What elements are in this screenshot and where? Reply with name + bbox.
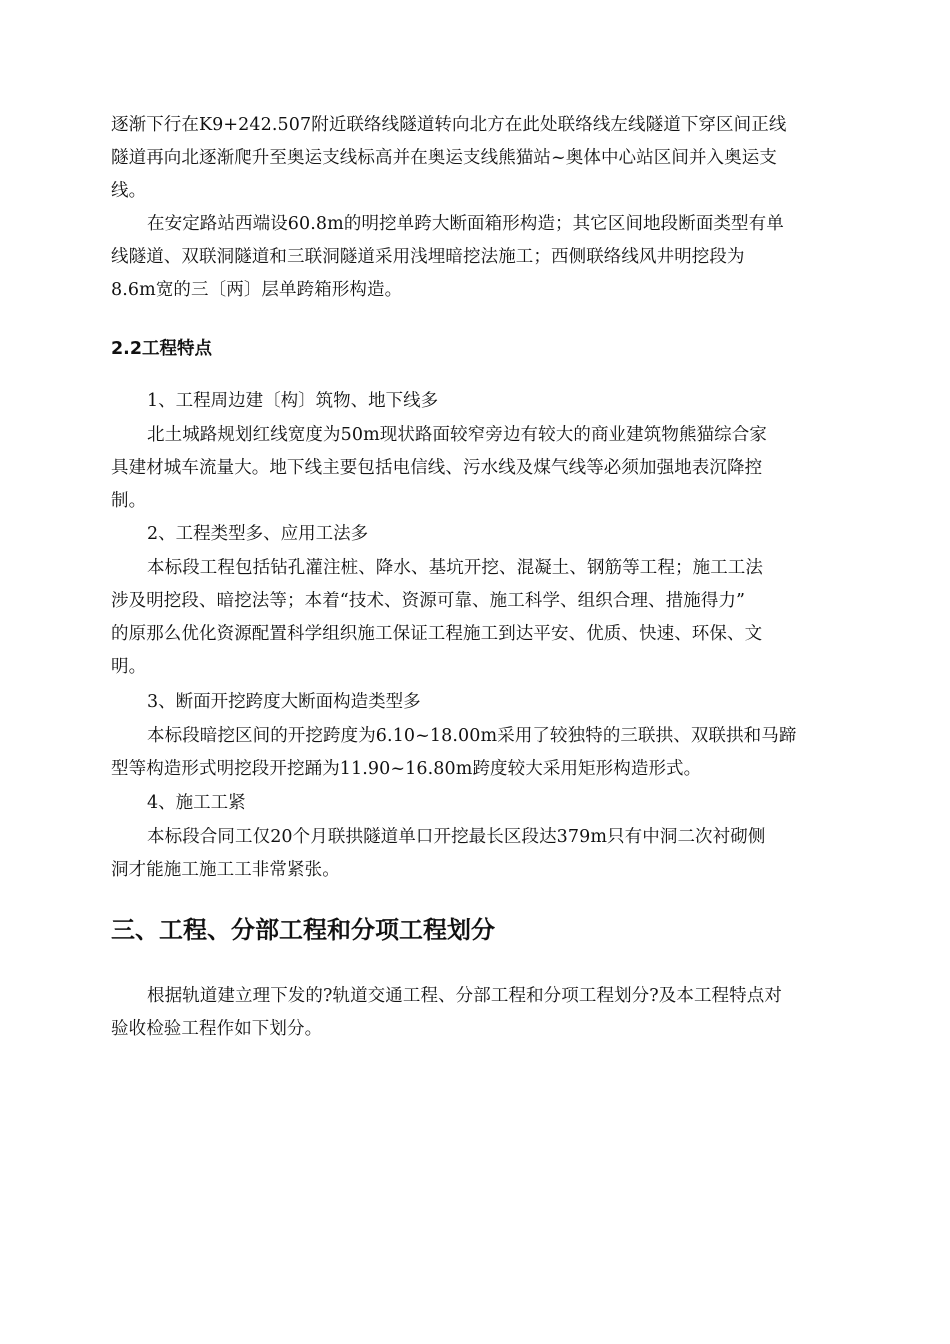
structure-paragraph — [111, 208, 841, 307]
section-3-paragraph — [111, 980, 841, 1046]
text-line: 涉及明挖段、暗挖法等；本着“技术、资源可靠、施工科学、组织合理、措施得力” — [111, 591, 746, 611]
feature-item-1-title: 1、工程周边建〔构〕筑物、地下线多 — [147, 391, 439, 411]
feature-item-2-title: 2、工程类型多、应用工法多 — [147, 524, 369, 544]
section-2-2-heading: 2.2工程特点 — [111, 339, 213, 359]
text-line: 本标段合同工仅20个月联拱隧道单口开挖最长区段达379m只有中洞二次衬砌侧 — [147, 827, 766, 847]
text-line: 8.6m宽的三〔两〕层单跨箱形构造。 — [111, 280, 403, 300]
text-line: 的原那么优化资源配置科学组织施工保证工程施工到达平安、优质、快速、环保、文 — [111, 624, 763, 644]
feature-item-3-body — [111, 720, 841, 786]
text-line: 北土城路规划红线宽度为50m现状路面较窄旁边有较大的商业建筑物熊猫综合家 — [147, 425, 767, 445]
intro-paragraph — [111, 109, 841, 208]
text-line: 验收检验工程作如下划分。 — [111, 1019, 323, 1039]
section-3-heading: 三、工程、分部工程和分项工程划分 — [111, 916, 495, 944]
text-line: 在安定路站西端设60.8m的明挖单跨大断面箱形构造；其它区间地段断面类型有单 — [147, 214, 784, 234]
feature-item-2-body — [111, 552, 841, 684]
feature-item-3-title: 3、断面开挖跨度大断面构造类型多 — [147, 692, 421, 712]
text-line: 线隧道、双联洞隧道和三联洞隧道采用浅埋暗挖法施工；西侧联络线风井明挖段为 — [111, 247, 745, 267]
text-line: 具建材城车流量大。地下线主要包括电信线、污水线及煤气线等必须加强地表沉降控 — [111, 458, 763, 478]
text-line: 洞才能施工施工工非常紧张。 — [111, 860, 340, 880]
text-line: 根据轨道建立理下发的?轨道交通工程、分部工程和分项工程划分?及本工程特点对 — [147, 986, 782, 1006]
text-line: 制。 — [111, 491, 147, 511]
text-line: 本标段工程包括钻孔灌注桩、降水、基坑开挖、混凝土、钢筋等工程；施工工法 — [147, 558, 763, 578]
text-line: 本标段暗挖区间的开挖跨度为6.10~18.00m采用了较独特的三联拱、双联拱和马蹄 — [147, 726, 797, 746]
text-line: 型等构造形式明挖段开挖踊为11.90~16.80m跨度较大采用矩形构造形式。 — [111, 759, 702, 779]
feature-item-4-body — [111, 821, 841, 887]
text-line: 明。 — [111, 657, 147, 677]
feature-item-4-title: 4、施工工紧 — [147, 793, 246, 813]
text-line: 隧道再向北逐渐爬升至奥运支线标高并在奥运支线熊猫站~奥体中心站区间并入奥运支 — [111, 148, 777, 168]
text-line: 逐渐下行在K9+242.507附近联络线隧道转向北方在此处联络线左线隧道下穿区间正线 — [111, 115, 787, 135]
text-line: 线。 — [111, 181, 147, 201]
feature-item-1-body — [111, 419, 841, 518]
